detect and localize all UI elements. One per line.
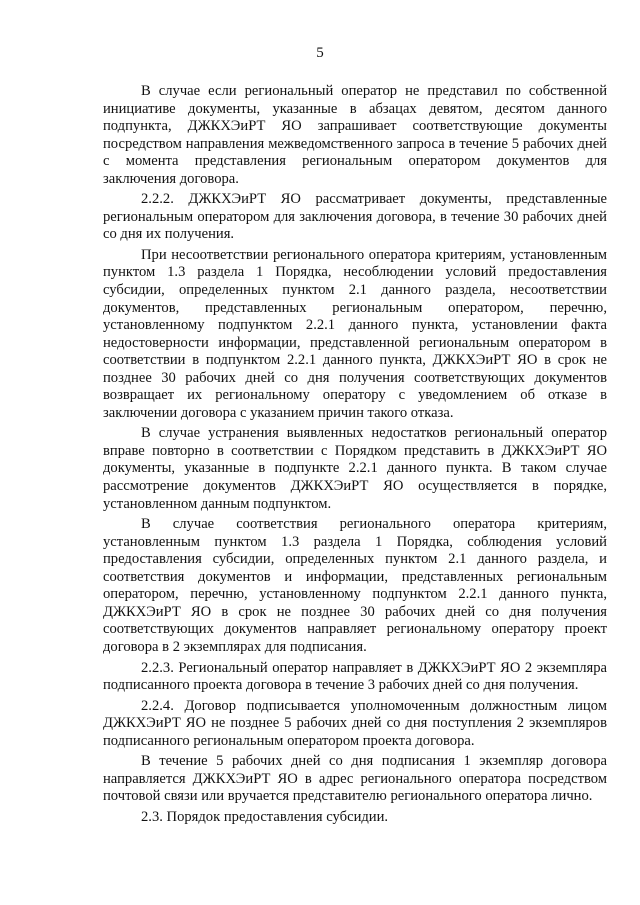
paragraph-refusal: При несоответствии регионального оператора критериям, установленным пунктом 1.3 раздела 1 Порядка, несоблюдении условий предоставления субсидии, определенных пунктом 2.1 данного раздела, несоответствии документов, представленных региональным оператором, перечню, установленному подпунктом 2.2.1 данного пункта, установлении факта недостоверности информации, представленной региональным оператором в соответствии в подпунктом 2.2.1 данного пункта, ДЖКХЭиРТ ЯО в срок не позднее 30 рабочих дней со дня получения соответствующих документов возвращает их региональному оператору с уведомлением об отказе в заключении договора с указанием причин такого отказа. bbox=[103, 246, 607, 421]
paragraph-2-2-2: 2.2.2. ДЖКХЭиРТ ЯО рассматривает документы, представленные региональным оператором для заключения договора, в течение 30 рабочих дней со дня их получения. bbox=[103, 191, 607, 243]
paragraph-2-2-3: 2.2.3. Региональный оператор направляет в ДЖКХЭиРТ ЯО 2 экземпляра подписанного проекта договора в течение 3 рабочих дней со дня получения. bbox=[103, 659, 607, 694]
paragraph-2-2-4: 2.2.4. Договор подписывается уполномоченным должностным лицом ДЖКХЭиРТ ЯО не позднее 5 рабочих дней со дня поступления 2 экземпляров подписанного региональным оператором проекта договора. bbox=[103, 697, 607, 749]
page-number: 5 bbox=[316, 45, 324, 61]
paragraph-2-3: 2.3. Порядок предоставления субсидии. bbox=[141, 808, 389, 825]
paragraph-delivery: В течение 5 рабочих дней со дня подписания 1 экземпляр договора направляется ДЖКХЭиРТ ЯО в адрес регионального оператора посредством почтовой связи или вручается представителю регионального оператора лично. bbox=[103, 753, 607, 805]
paragraph-resubmission: В случае устранения выявленных недостатков региональный оператор вправе повторно в соответствии с Порядком представить в ДЖКХЭиРТ ЯО документы, указанные в подпункте 2.2.1 данного пункта. В таком случае рассмотрение документов ДЖКХЭиРТ ЯО осуществляется в порядке, установленном данным подпунктом. bbox=[103, 425, 607, 512]
paragraph-compliance: В случае соответствия регионального оператора критериям, установленным пунктом 1.3 раздела 1 Порядка, соблюдения условий предоставления субсидии, определенных пунктом 2.1 данного раздела, и соответствия документов и информации, представленных региональным оператором, перечню, установленному подпунктом 2.2.1 данного пункта, ДЖКХЭиРТ ЯО в срок не позднее 30 рабочих дней со дня получения соответствующих документов направляет региональному оператору проект договора в 2 экземплярах для подписания. bbox=[103, 516, 607, 655]
document-body bbox=[103, 83, 607, 829]
paragraph-request-documents: В случае если региональный оператор не представил по собственной инициативе документы, указанные в абзацах девятом, десятом данного подпункта, ДЖКХЭиРТ ЯО запрашивает соответствующие документы посредством направления межведомственного запроса в течение 5 рабочих дней с момента представления региональным оператором документов для заключения договора. bbox=[103, 83, 607, 187]
